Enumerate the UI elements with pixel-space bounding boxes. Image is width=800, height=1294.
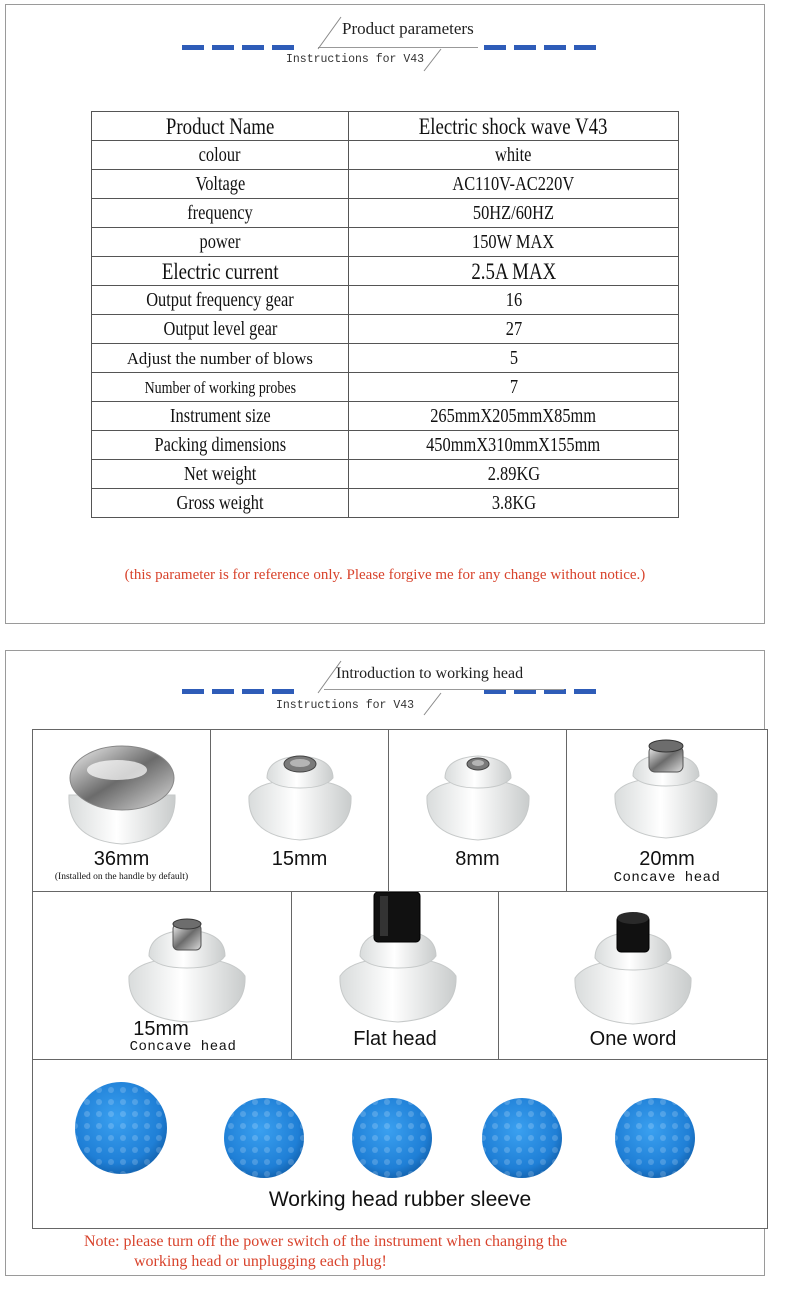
product-parameters-panel	[5, 4, 765, 624]
parameters-table	[91, 111, 679, 518]
parameter-value	[349, 112, 679, 141]
head-8mm-icon	[423, 744, 533, 844]
head-36mm-icon	[57, 740, 187, 850]
dash-decoration	[514, 45, 536, 50]
rubber-sleeve-label: Working head rubber sleeve	[268, 1188, 532, 1211]
parameter-row	[92, 373, 679, 402]
dash-decoration	[574, 45, 596, 50]
parameter-row	[92, 286, 679, 315]
parameter-value-text: 3.8KG	[491, 492, 536, 514]
parameter-label-text: Product Name	[165, 113, 275, 139]
parameter-label-text: Output frequency gear	[146, 289, 294, 311]
parameter-value	[349, 402, 679, 431]
parameter-label-text: Voltage	[195, 173, 245, 195]
note-line: working head or unplugging each plug!	[134, 1253, 387, 1270]
parameter-row	[92, 402, 679, 431]
dash-decoration	[574, 689, 596, 694]
parameter-label-text: Instrument size	[169, 405, 271, 427]
parameter-row	[92, 344, 679, 373]
head-label: 15mm	[271, 848, 328, 870]
parameter-value	[349, 228, 679, 257]
parameter-row	[92, 431, 679, 460]
section-header	[6, 5, 764, 85]
parameter-label	[92, 141, 349, 170]
head-cell-flat	[292, 892, 499, 1060]
rubber-sleeve-icon	[615, 1098, 695, 1178]
section-title: Introduction to working head	[336, 665, 524, 682]
head-15mm-concave-icon	[125, 914, 249, 1024]
working-head-grid	[32, 729, 768, 1229]
parameter-label	[92, 315, 349, 344]
head-flat-icon	[336, 892, 460, 1024]
parameter-label-text: colour	[199, 144, 241, 166]
parameter-value-text: 2.5A MAX	[471, 258, 556, 284]
dash-decoration	[544, 45, 566, 50]
rubber-sleeve-icon	[75, 1082, 167, 1174]
parameter-value	[349, 141, 679, 170]
dash-decoration	[182, 45, 204, 50]
parameter-value-text: 150W MAX	[472, 231, 555, 253]
parameter-row	[92, 170, 679, 199]
parameter-value-text: 450mmX310mmX155mm	[426, 434, 601, 456]
head-sublabel: (Installed on the handle by default)	[54, 872, 189, 882]
head-20mm-icon	[611, 736, 721, 842]
dash-decoration	[272, 45, 294, 50]
parameter-row	[92, 315, 679, 344]
head-cell-36mm	[33, 730, 211, 892]
head-cell-8mm	[389, 730, 567, 892]
head-cell-one-word	[499, 892, 767, 1060]
note-line: Note: please turn off the power switch of the instrument when changing the	[84, 1233, 568, 1250]
head-cell-20mm	[567, 730, 767, 892]
parameter-label	[92, 257, 349, 286]
parameter-value	[349, 489, 679, 518]
power-off-note	[84, 1232, 567, 1272]
parameter-value	[349, 431, 679, 460]
rubber-sleeve-icon	[224, 1098, 304, 1178]
parameter-row	[92, 199, 679, 228]
parameter-value-text: AC110V-AC220V	[452, 173, 575, 195]
dash-decoration	[212, 45, 234, 50]
parameter-row	[92, 489, 679, 518]
dash-decoration	[484, 45, 506, 50]
parameter-value	[349, 315, 679, 344]
head-cell-15mm	[211, 730, 389, 892]
parameter-value	[349, 344, 679, 373]
parameter-value	[349, 373, 679, 402]
parameter-value-text: 2.89KG	[487, 463, 540, 485]
parameter-label-text: Number of working probes	[144, 377, 296, 397]
parameter-row	[92, 460, 679, 489]
rubber-sleeve-icon	[482, 1098, 562, 1178]
head-label: 15mm	[133, 1018, 189, 1040]
dash-decoration	[182, 689, 204, 694]
parameter-value-text: Electric shock wave V43	[419, 113, 608, 139]
parameter-label-text: Electric current	[161, 258, 279, 284]
head-label: Flat head	[353, 1028, 437, 1050]
parameter-label-text: power	[199, 231, 241, 253]
section-title: Product parameters	[342, 19, 474, 38]
parameter-value	[349, 460, 679, 489]
parameter-label	[92, 228, 349, 257]
rubber-sleeve-icon	[352, 1098, 432, 1178]
parameter-value-text: 50HZ/60HZ	[472, 202, 555, 224]
parameter-label	[92, 489, 349, 518]
parameter-label-text: Gross weight	[176, 492, 264, 514]
parameter-label-text: Net weight	[183, 463, 257, 485]
parameter-label	[92, 373, 349, 402]
head-label: 36mm	[93, 848, 150, 870]
parameter-label	[92, 431, 349, 460]
parameter-row	[92, 112, 679, 141]
head-label: One word	[589, 1028, 677, 1050]
dash-decoration	[272, 689, 294, 694]
parameter-value-text: 7	[509, 376, 518, 398]
parameter-label	[92, 112, 349, 141]
parameter-value	[349, 199, 679, 228]
parameter-label-text: Adjust the number of blows	[126, 348, 314, 368]
reference-note: (this parameter is for reference only. Please forgive me for any change without notice.)	[124, 567, 646, 583]
head-sublabel: Concave head	[129, 1039, 237, 1055]
parameter-value-text: 5	[509, 347, 518, 369]
head-label: 8mm	[455, 848, 500, 870]
head-15mm-icon	[245, 744, 355, 844]
parameter-row	[92, 141, 679, 170]
parameter-label	[92, 402, 349, 431]
parameter-value-text: white	[495, 144, 532, 166]
parameter-value	[349, 170, 679, 199]
head-label: 20mm	[639, 848, 695, 870]
parameter-label-text: Output level gear	[163, 318, 277, 340]
dash-decoration	[212, 689, 234, 694]
parameter-value-text: 265mmX205mmX85mm	[430, 405, 597, 427]
parameter-label	[92, 286, 349, 315]
head-cell-15mm-concave	[33, 892, 292, 1060]
section-header	[6, 651, 764, 731]
parameter-label	[92, 170, 349, 199]
section-subtitle: Instructions for V43	[276, 699, 415, 712]
dash-decoration	[242, 689, 264, 694]
parameter-label	[92, 199, 349, 228]
rubber-sleeves-group	[33, 1060, 767, 1190]
parameter-value	[349, 286, 679, 315]
parameter-row	[92, 257, 679, 286]
parameter-value	[349, 257, 679, 286]
parameter-value-text: 27	[505, 318, 522, 340]
head-one-word-icon	[571, 910, 695, 1026]
parameter-label-text: Packing dimensions	[154, 434, 286, 456]
parameter-label	[92, 344, 349, 373]
parameter-row	[92, 228, 679, 257]
section-subtitle: Instructions for V43	[286, 53, 425, 66]
parameter-label	[92, 460, 349, 489]
parameter-label-text: frequency	[187, 202, 253, 224]
parameter-value-text: 16	[505, 289, 522, 311]
head-sublabel: Concave head	[613, 870, 721, 886]
dash-decoration	[242, 45, 264, 50]
rubber-sleeve-cell	[33, 1060, 767, 1228]
